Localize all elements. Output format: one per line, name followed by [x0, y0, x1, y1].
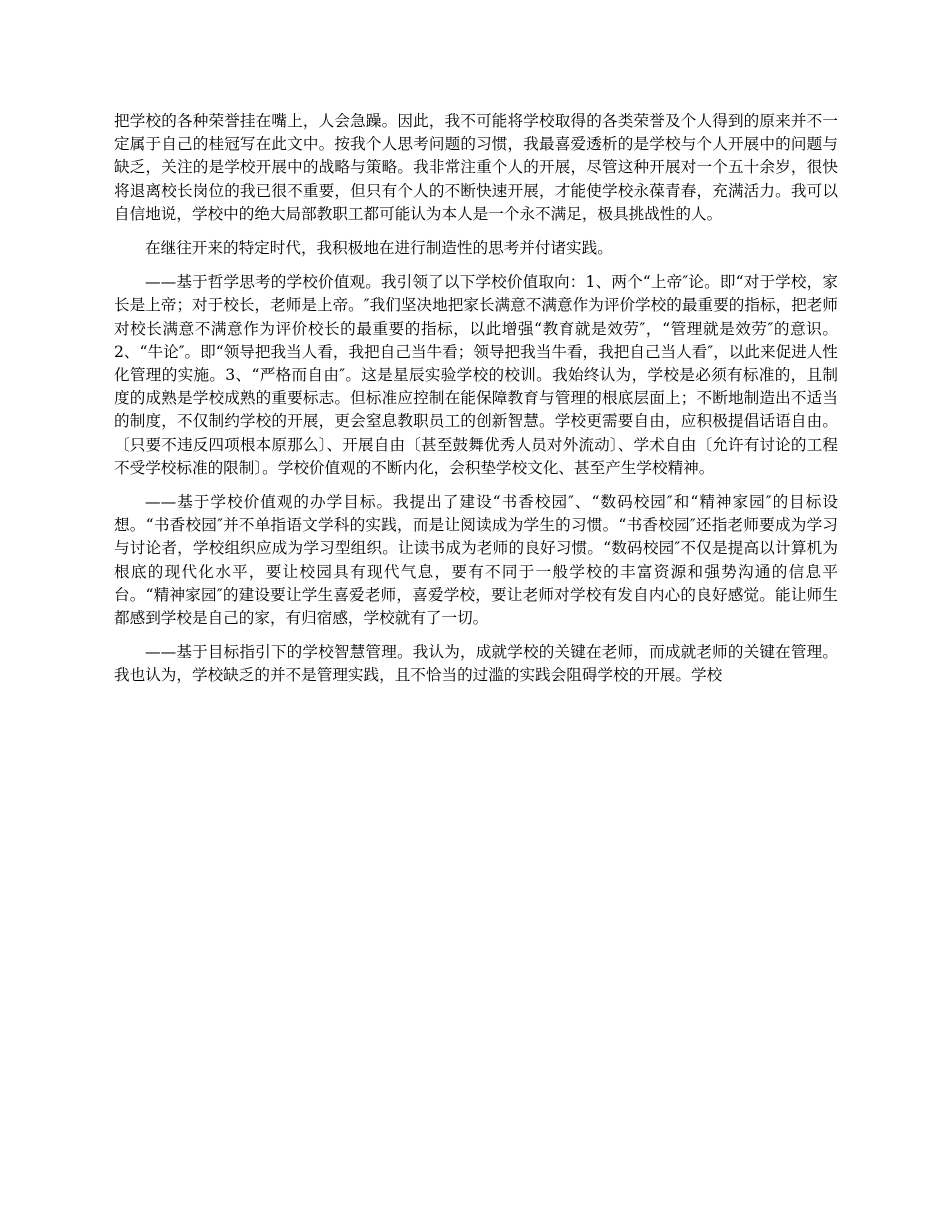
paragraph-school-honors: 把学校的各种荣誉挂在嘴上，人会急躁。因此，我不可能将学校取得的各类荣誉及个人得到的原来并不一定属于自己的桂冠写在此文中。按我个人思考问题的习惯，我最喜爱透析的是学校与个人开展中的问题与缺乏，关注的是学校开展中的战略与策略。我非常注重个人的开展，尽管这种开展对一个五十余岁，很快将退离校长岗位的我已很不重要，但只有个人的不断快速开展，才能使学校永葆青春，充满活力。我可以自信地说，学校中的绝大局部教职工都可能认为本人是一个永不满足，极具挑战性的人。: [114, 112, 838, 223]
paragraph-school-goals: ——基于学校价值观的办学目标。我提出了建设“书香校园″、“数码校园″和“精神家园″的目标设想。“书香校园″并不单指语文学科的实践，而是让阅读成为学生的习惯。“书香校园″还指老师要成为学习与讨论者，学校组织应成为学习型组织。让读书成为老师的良好习惯。“数码校园″不仅是提高以计算机为根底的现代化水平，要让校园具有现代气息，要有不同于一般学校的丰富资源和强势沟通的信息平台。“精神家园″的建设要让学生喜爱老师，喜爱学校，要让老师对学校有发自内心的良好感觉。能让师生都感到学校是自己的家，有归宿感，学校就有了一切。: [114, 493, 838, 628]
paragraph-school-values: ——基于哲学思考的学校价值观。我引领了以下学校价值取向：1、两个“上帝″论。即“对于学校，家长是上帝；对于校长，老师是上帝。″我们坚决地把家长满意不满意作为评价学校的最重要的指标，把老师对校长满意不满意作为评价校长的最重要的指标，以此增强“教育就是效劳″，“管理就是效劳″的意识。2、“牛论″。即“领导把我当人看，我把自己当牛看；领导把我当牛看，我把自己当人看″，以此来促进人性化管理的实施。3、“严格而自由″。这是星辰实验学校的校训。我始终认为，学校是必须有标准的，且制度的成熟是学校成熟的重要标志。但标准应控制在能保障教育与管理的根底层面上；不断地制造出不适当的制度，不仅制约学校的开展，更会窒息教职员工的创新智慧。学校更需要自由，应积极提倡话语自由。〔只要不违反四项根本原那么〕、开展自由〔甚至鼓舞优秀人员对外流动〕、学术自由〔允许有讨论的工程不受学校标准的限制〕。学校价值观的不断内化，会积垫学校文化、甚至产生学校精神。: [114, 273, 838, 477]
paragraph-smart-management: ——基于目标指引下的学校智慧管理。我认为，成就学校的关键在老师，而成就老师的关键在管理。我也认为，学校缺乏的并不是管理实践，且不恰当的过滥的实践会阻碍学校的开展。学校: [114, 643, 838, 685]
paragraph-creative-thinking: 在继往开来的特定时代，我积极地在进行制造性的思考并付诸实践。: [145, 239, 613, 258]
document-body: [114, 110, 838, 699]
